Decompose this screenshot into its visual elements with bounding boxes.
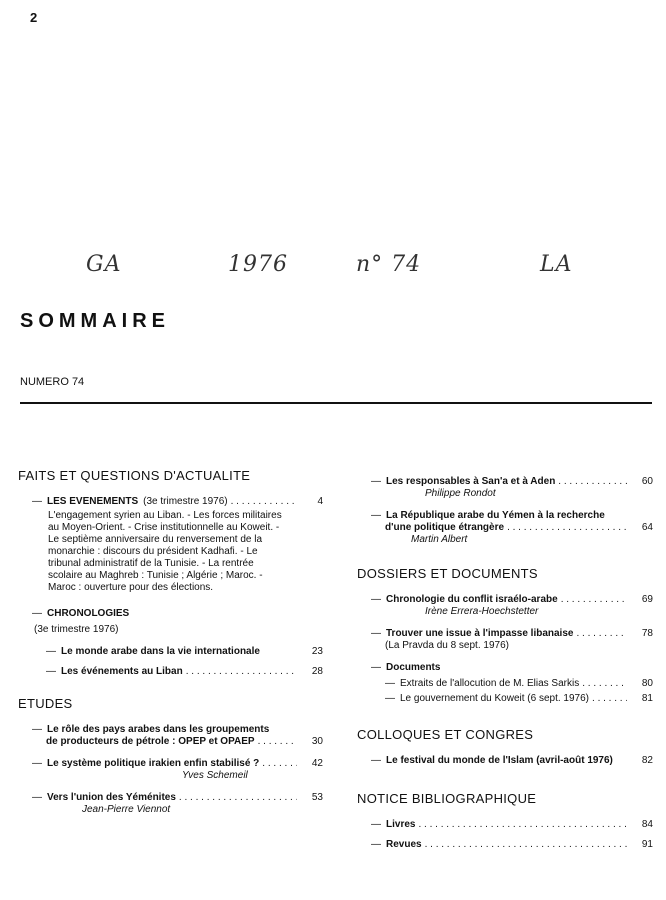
toc-entry-monde-arabe[interactable]: — Le monde arabe dans la vie internationale 23 <box>46 646 323 657</box>
entry-page: 81 <box>641 693 653 704</box>
toc-entry-sarkis[interactable]: — Extraits de l'allocution de M. Elias Sarkis . . . 80 <box>371 678 653 690</box>
entry-page: 64 <box>641 522 653 533</box>
toc-right-column <box>357 476 653 851</box>
entry-page: 82 <box>641 755 653 766</box>
entry-page: 28 <box>311 666 323 677</box>
entry-label: Les événements au Liban <box>61 666 183 677</box>
issue-number: NUMERO 74 <box>20 376 85 388</box>
toc-entry-liban[interactable]: — Les événements au Liban . . . 28 <box>32 666 323 678</box>
page-title: SOMMAIRE <box>20 310 170 332</box>
entry-page: 80 <box>641 678 653 689</box>
section-heading-notice: NOTICE BIBLIOGRAPHIQUE <box>357 791 537 806</box>
entry-page: 84 <box>641 819 653 830</box>
section-heading-etudes: ETUDES <box>18 696 73 711</box>
entry-label-cont: de producteurs de pétrole : OPEP et OPAEP <box>46 736 255 747</box>
entry-label-cont: d'une politique étrangère <box>385 522 505 533</box>
entry-author: Philippe Rondot <box>425 488 496 499</box>
entry-label: Livres <box>386 819 416 830</box>
entry-label: Le rôle des pays arabes dans les groupements <box>47 724 270 735</box>
handwritten-annotation: LA <box>540 252 573 277</box>
toc-entry-koweit[interactable]: — Le gouvernement du Koweit (6 sept. 1976) . . . 81 <box>371 693 653 705</box>
divider <box>20 402 652 404</box>
toc-entry-livres[interactable]: — Livres . . . 84 <box>357 819 653 831</box>
entry-page: 30 <box>311 736 323 747</box>
entry-note: (La Pravda du 8 sept. 1976) <box>385 640 509 651</box>
entry-label: La République arabe du Yémen à la recherche <box>386 510 605 521</box>
entry-page: 53 <box>311 792 323 803</box>
entry-author: Irène Errera-Hoechstetter <box>425 606 539 617</box>
toc-entry-chronologie-conflit[interactable]: — Chronologie du conflit israélo-arabe . . . 69 Irène Errera-Hoechstetter <box>357 594 653 618</box>
toc-entry-festival[interactable]: — Le festival du monde de l'Islam (avril-août 1976) 82 <box>371 755 653 766</box>
section-heading-colloques: COLLOQUES ET CONGRES <box>357 727 534 742</box>
toc-entry-documents: — Documents — Extraits de l'allocution de M. Elias Sarkis . . . 80 — Le gouvernement du Koweit (6 sept. 1976) . . . 81 <box>357 662 653 705</box>
entry-label: Vers l'union des Yéménites <box>47 792 176 803</box>
toc-entry-republique-yemen[interactable]: — La République arabe du Yémen à la recherche d'une politique étrangère . . . 64 Martin Albert <box>357 510 653 546</box>
entry-label: Extraits de l'allocution de M. Elias Sarkis <box>400 678 580 689</box>
entry-label: Le monde arabe dans la vie internationale <box>61 646 260 657</box>
entry-page: 69 <box>641 594 653 605</box>
entry-page: 91 <box>641 839 653 850</box>
handwritten-annotation: GA <box>86 252 122 277</box>
entry-page: 4 <box>317 496 323 507</box>
entry-page: 42 <box>311 758 323 769</box>
entry-period: (3e trimestre 1976) <box>143 496 228 507</box>
toc-entry-responsables[interactable]: — Les responsables à San'a et à Aden . . . 60 Philippe Rondot <box>357 476 653 500</box>
entry-label: Trouver une issue à l'impasse libanaise <box>386 628 574 639</box>
entry-description: L'engagement syrien au Liban. - Les forces militaires au Moyen-Orient. - Crise institutionnelle au Koweit. - Le septième anniversaire du renversement de la monarchie : discours du président Kadhafi. - Le tribunal administratif de la Tunisie. - La rentrée scolaire au Maghreb : Tunisie ; Algérie ; Maroc. - Maroc : ouverture pour des élections. <box>48 510 282 593</box>
toc-left-column <box>18 470 323 816</box>
entry-label: Chronologie du conflit israélo-arabe <box>386 594 558 605</box>
entry-period: (3e trimestre 1976) <box>34 624 119 635</box>
entry-label: Le festival du monde de l'Islam (avril-août 1976) <box>386 755 613 766</box>
page-number: 2 <box>30 10 38 25</box>
entry-label: Revues <box>386 839 422 850</box>
toc-entry-evenements[interactable]: — LES EVENEMENTS (3e trimestre 1976) . . . 4 L'engagement syrien au Liban. - Les forces militaires au Moyen-Orient. - Crise institutionnelle au Koweit. - Le septième anniversaire du renversement de la monarchie : discours du président Kadhafi. - Le tribunal administratif de la Tunisie. - La rentrée scolaire au Maghreb : Tunisie ; Algérie ; Maroc. - Maroc : ouverture pour des élections. <box>18 496 323 594</box>
toc-entry-yemenites[interactable]: — Vers l'union des Yéménites . . . 53 Jean-Pierre Viennot <box>18 792 323 816</box>
entry-label: LES EVENEMENTS <box>47 496 139 507</box>
section-heading-dossiers: DOSSIERS ET DOCUMENTS <box>357 566 538 581</box>
entry-page: 23 <box>311 646 323 657</box>
toc-entry-impasse-libanaise[interactable]: — Trouver une issue à l'impasse libanaise . . . 78 (La Pravda du 8 sept. 1976) <box>357 628 653 652</box>
entry-page: 60 <box>641 476 653 487</box>
entry-label: Documents <box>386 662 441 673</box>
entry-label: Le gouvernement du Koweit (6 sept. 1976) <box>400 693 590 704</box>
toc-entry-irak[interactable]: — Le système politique irakien enfin stabilisé ? . . . 42 Yves Schemeil <box>18 758 323 782</box>
toc-entry-role-pays-arabes[interactable]: — Le rôle des pays arabes dans les groupements de producteurs de pétrole : OPEP et OPAEP . . . 30 <box>18 724 323 748</box>
toc-entry-revues[interactable]: — Revues . . . 91 <box>357 839 653 851</box>
entry-page: 78 <box>641 628 653 639</box>
handwritten-annotation: n° 74 <box>356 252 422 277</box>
entry-author: Jean-Pierre Viennot <box>82 804 171 815</box>
section-heading-faits: FAITS ET QUESTIONS D'ACTUALITE <box>18 468 251 483</box>
toc-entry-chronologies: — CHRONOLOGIES (3e trimestre 1976) — Le monde arabe dans la vie internationale 23 — Les événements au Liban . . . 28 <box>18 608 323 678</box>
entry-label: Le système politique irakien enfin stabilisé ? <box>47 758 260 769</box>
handwritten-annotation: 1976 <box>228 252 288 277</box>
entry-label: Les responsables à San'a et à Aden <box>386 476 556 487</box>
entry-label: CHRONOLOGIES <box>47 608 130 619</box>
entry-author: Yves Schemeil <box>182 770 248 781</box>
entry-author: Martin Albert <box>411 534 468 545</box>
